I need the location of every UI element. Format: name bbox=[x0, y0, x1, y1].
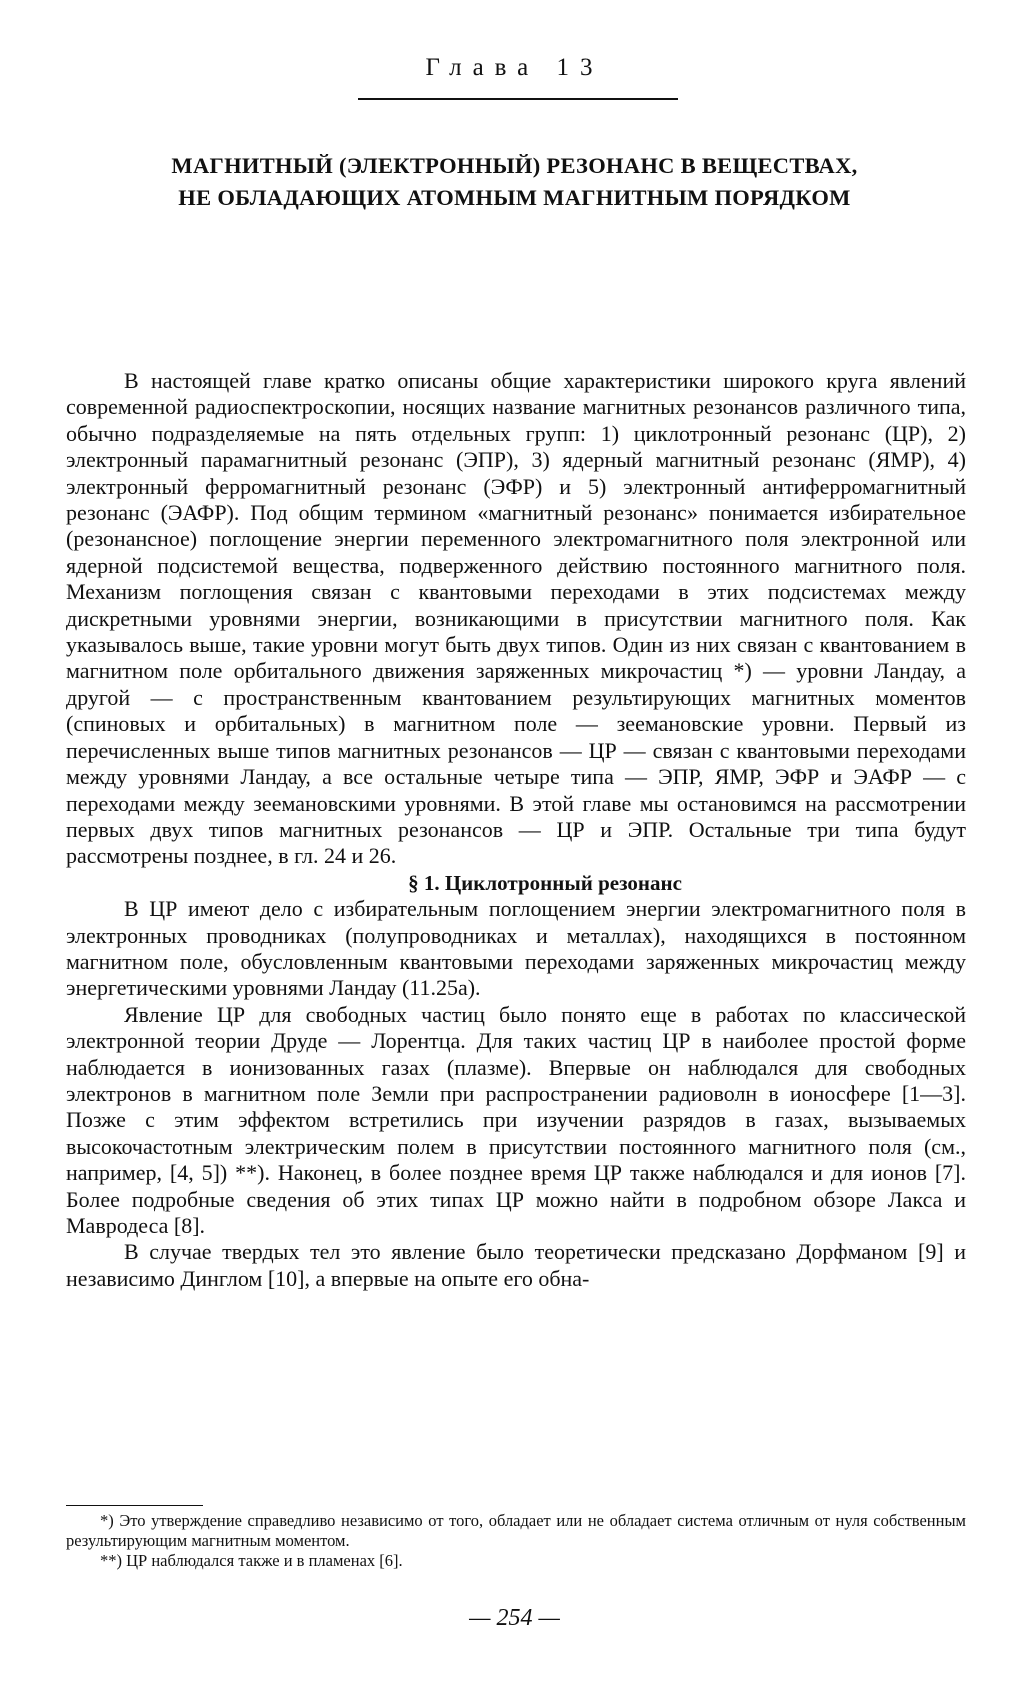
chapter-rule bbox=[358, 98, 678, 100]
chapter-title bbox=[60, 150, 969, 214]
chapter-label: Глава 13 bbox=[425, 54, 604, 81]
footnote-1: *) Это утверждение справедливо независимо от того, обладает или не обладает система отличным от нуля собственным результирующим магнитным моментом. bbox=[66, 1511, 966, 1550]
section-paragraph-1: В ЦР имеют дело с избирательным поглощением энергии электромагнитного поля в электронных проводниках (полупроводниках и металлах), находящихся в постоянном магнитном поле, обусловленным квантовыми переходами заряженных микрочастиц между энергетическими уровнями Ландау (11.25а). bbox=[66, 896, 966, 1001]
footnote-rule bbox=[66, 1505, 203, 1506]
chapter-title-line-2: НЕ ОБЛАДАЮЩИХ АТОМНЫМ МАГНИТНЫМ ПОРЯДКОМ bbox=[178, 185, 851, 210]
page-number: — 254 — bbox=[469, 1605, 560, 1631]
footnotes bbox=[66, 1511, 966, 1571]
body-text bbox=[66, 368, 966, 1292]
section-paragraph-3: В случае твердых тел это явление было теоретически предсказано Дорфманом [9] и независимо Динглом [10], а впервые на опыте его обна- bbox=[66, 1239, 966, 1291]
chapter-title-line-1: МАГНИТНЫЙ (ЭЛЕКТРОННЫЙ) РЕЗОНАНС В ВЕЩЕСТВАХ, bbox=[171, 153, 858, 178]
footnote-2: **) ЦР наблюдался также и в пламенах [6]. bbox=[100, 1551, 403, 1570]
section-heading: § 1. Циклотронный резонанс bbox=[408, 870, 682, 895]
section-paragraph-2: Явление ЦР для свободных частиц было понято еще в работах по классической электронной теории Друде — Лорентца. Для таких частиц ЦР в наиболее простой форме наблюдается в ионизованных газах (плазме). Впервые он наблюдался для свободных электронов в магнитном поле Земли при распространении радиоволн в ионосфере [1—3]. Позже с этим эффектом встретились при изучении разрядов в газах, вызываемых высокочастотным электрическим полем в присутствии постоянного магнитного поля (см., например, [4, 5]) **). Наконец, в более позднее время ЦР также наблюдался и для ионов [7]. Более подробные сведения об этих типах ЦР можно найти в подробном обзоре Лакса и Мавродеса [8]. bbox=[66, 1001, 966, 1238]
intro-paragraph: В настоящей главе кратко описаны общие характеристики широкого круга явлений современной радиоспектроскопии, носящих название магнитных резонансов различного типа, обычно подразделяемые на пять отдельных групп: 1) циклотронный резонанс (ЦР), 2) электронный парамагнитный резонанс (ЭПР), 3) ядерный магнитный резонанс (ЯМР), 4) электронный ферромагнитный резонанс (ЭФР) и 5) электронный антиферромагнитный резонанс (ЭАФР). Под общим термином «магнитный резонанс» понимается избирательное (резонансное) поглощение энергии переменного электромагнитного поля электронной или ядерной подсистемой вещества, подверженного действию постоянного магнитного поля. Механизм поглощения связан с квантовыми переходами в этих подсистемах между дискретными уровнями энергии, возникающими в присутствии магнитного поля. Как указывалось выше, такие уровни могут быть двух типов. Один из них связан с квантованием в магнитном поле орбитального движения заряженных микрочастиц *) — уровни Ландау, а другой — с пространственным квантованием результирующих магнитных моментов (спиновых и орбитальных) в магнитном поле — зеемановские уровни. Первый из перечисленных выше типов магнитных резонансов — ЦР — связан с квантовыми переходами между уровнями Ландау, а все остальные четыре типа — ЭПР, ЯМР, ЭФР и ЭАФР — с переходами между зеемановскими уровнями. В этой главе мы остановимся на рассмотрении первых двух типов магнитных резонансов — ЦР и ЭПР. Остальные три типа будут рассмотрены позднее, в гл. 24 и 26. bbox=[66, 368, 966, 869]
